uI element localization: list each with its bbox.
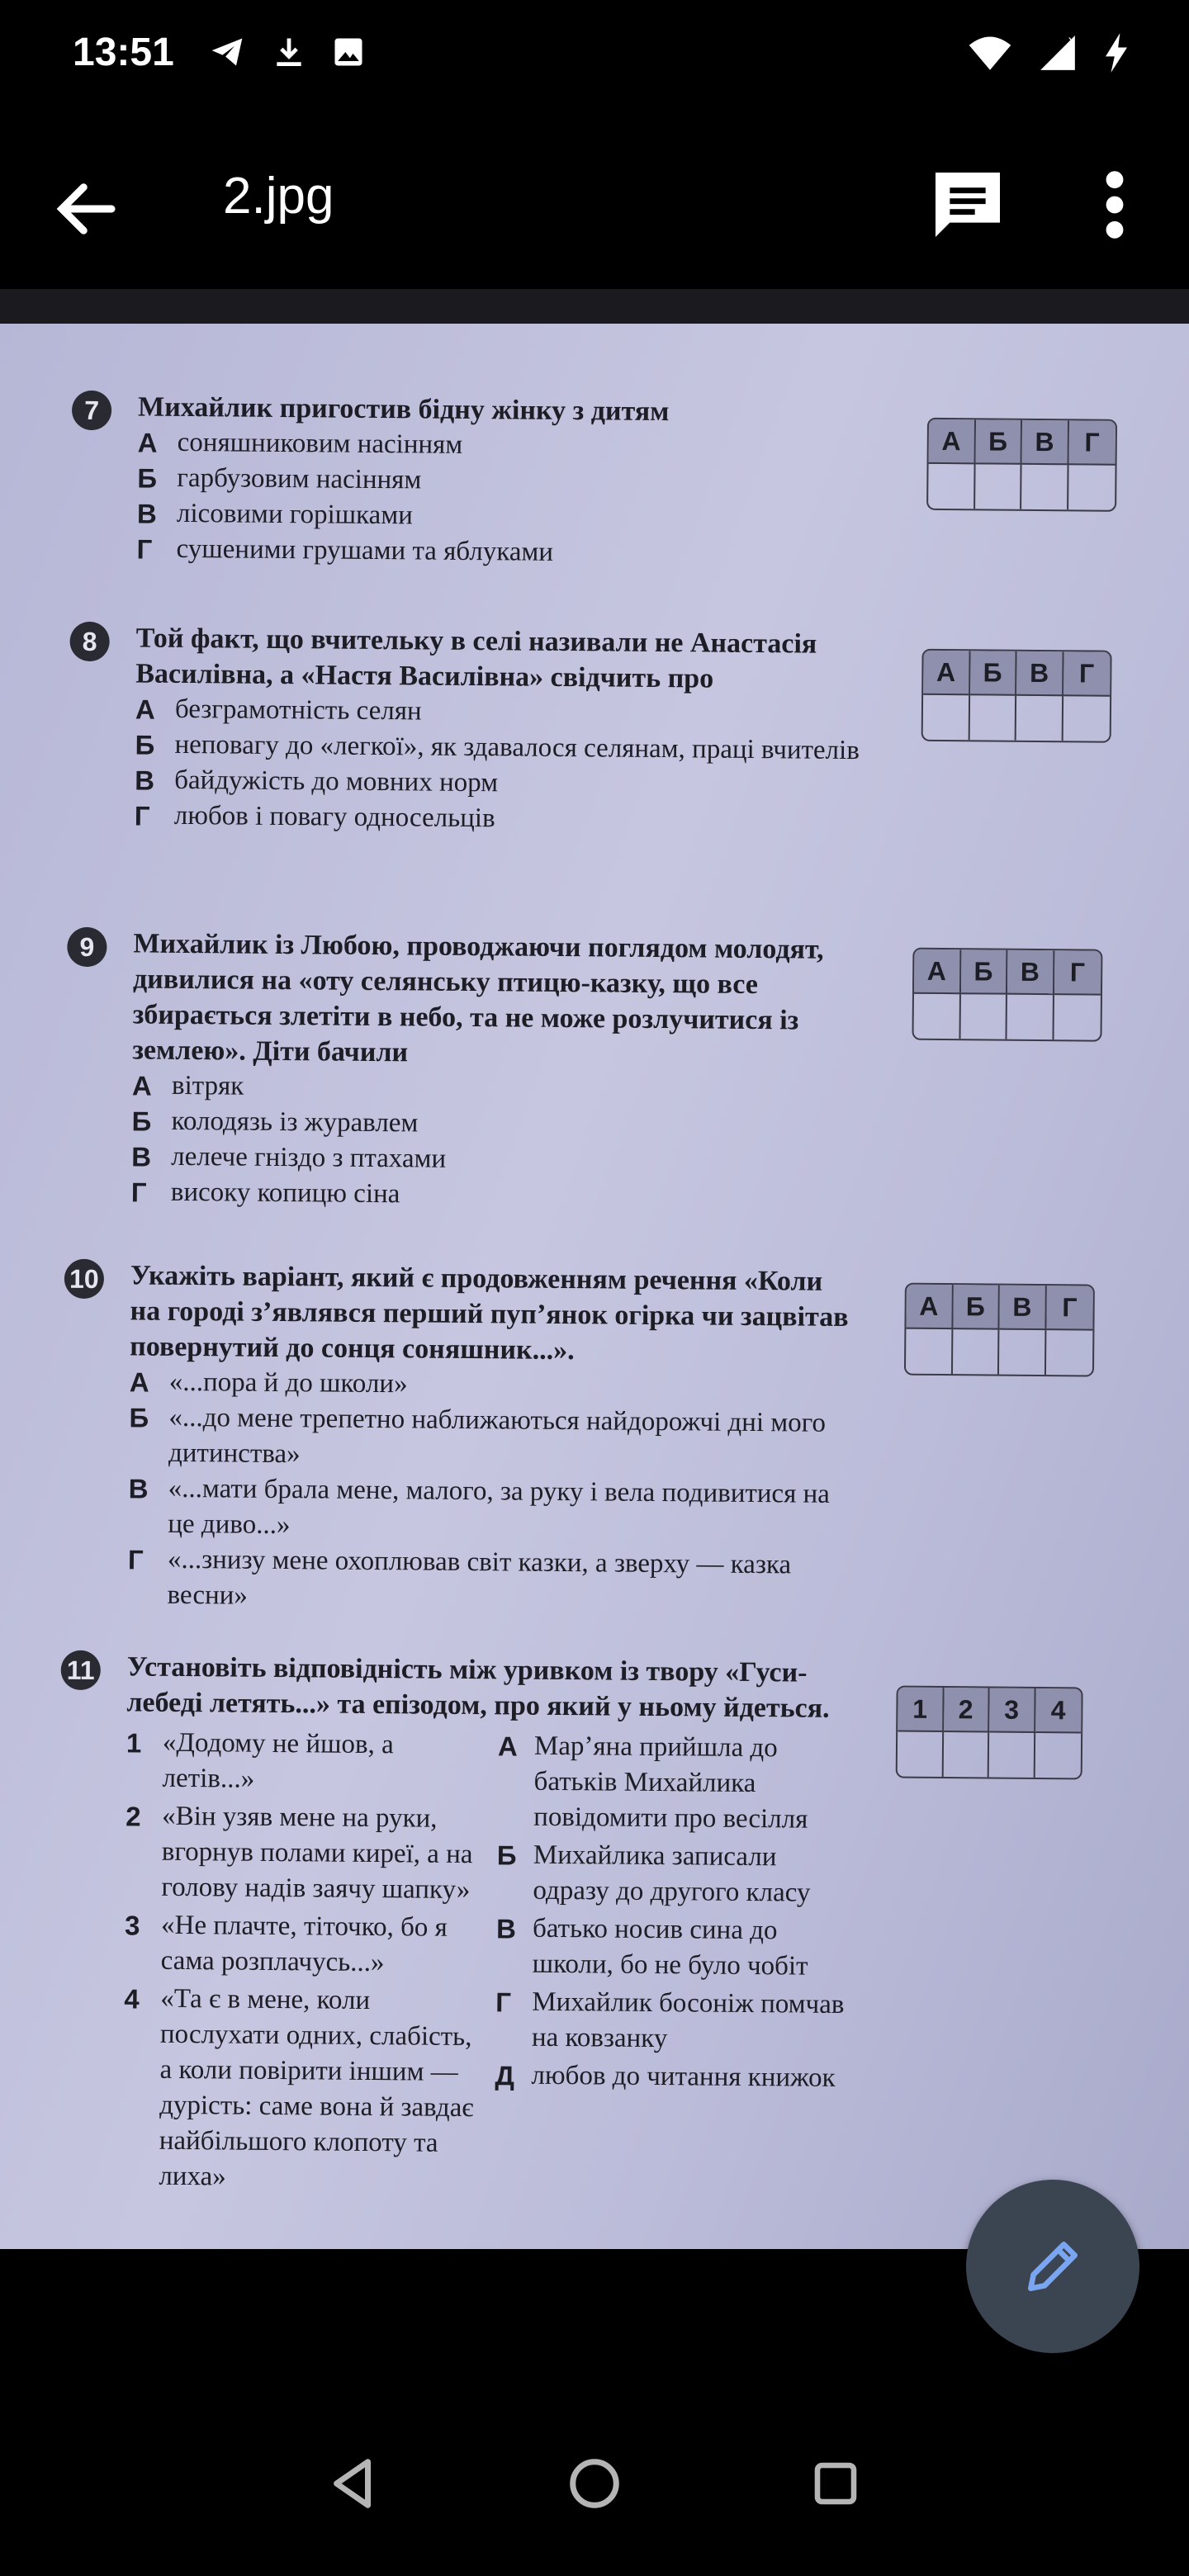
option bbox=[135, 727, 861, 769]
option bbox=[129, 1399, 856, 1477]
option bbox=[138, 424, 865, 466]
option-letter: А bbox=[135, 694, 155, 725]
grid-cell bbox=[960, 994, 1007, 1039]
option bbox=[127, 1541, 855, 1619]
option-text: байдужість до мовних норм bbox=[174, 765, 499, 798]
question-9 bbox=[65, 926, 860, 1216]
option-text: гарбузовим насінням bbox=[177, 462, 422, 495]
item-letter: Б bbox=[496, 1840, 517, 1871]
excerpt-item bbox=[126, 1725, 481, 1799]
item-text: батько носив сина до школи, бо не було чобіт bbox=[532, 1913, 808, 1982]
option-letter: Б bbox=[129, 1402, 149, 1433]
grid-cell bbox=[975, 464, 1022, 509]
edit-button[interactable] bbox=[966, 2180, 1139, 2353]
option-text: колодязь із журавлем bbox=[171, 1106, 419, 1139]
question-7 bbox=[70, 389, 865, 573]
grid-header: Г bbox=[1068, 420, 1116, 465]
option-text: «...мати брала мене, малого, за руку і вела подивитися на це диво...» bbox=[168, 1473, 831, 1541]
option-letter: Б bbox=[135, 729, 155, 760]
question-number: 11 bbox=[61, 1650, 101, 1690]
svg-text:x: x bbox=[1068, 33, 1076, 48]
option-letter: А bbox=[131, 1070, 152, 1101]
more-vert-icon bbox=[1082, 162, 1148, 248]
option-text: «...знизу мене охоплював світ казки, а зверху — казка весни» bbox=[167, 1544, 792, 1611]
question-text: Той факт, що вчительку в селі називали не Анастасія Василівна, а «Настя Василівна» свідчить про bbox=[135, 623, 817, 694]
item-letter: А bbox=[497, 1731, 518, 1762]
item-text: Михайлика записали одразу до другого класу bbox=[533, 1840, 811, 1908]
answer-grid-9 bbox=[912, 948, 1102, 1042]
question-text: Михайлик із Любою, проводжаючи поглядом молодят, дивилися на «оту селянську птицю-казку, що все збирається злетіти в небо, та не може розлучитися із землею». Діти бачили bbox=[132, 928, 824, 1068]
grid-cell bbox=[898, 1732, 944, 1777]
item-number: 1 bbox=[126, 1727, 142, 1759]
excerpt-item bbox=[125, 1907, 481, 1982]
notification-icons bbox=[206, 33, 367, 71]
grid-header: Г bbox=[1063, 651, 1111, 696]
nav-home-button[interactable] bbox=[553, 2442, 636, 2525]
grid-cell bbox=[1021, 465, 1068, 509]
question-text: Установіть відповідність між уривком із твору «Гуси-лебеді летять...» та епізодом, про який у ньому йдеться. bbox=[126, 1651, 830, 1724]
option bbox=[131, 1174, 858, 1216]
question-number: 10 bbox=[64, 1259, 104, 1299]
question-text: Михайлик пригостив бідну жінку з дитям bbox=[137, 391, 670, 428]
question-11 bbox=[56, 1649, 854, 2203]
question-number: 9 bbox=[67, 927, 107, 967]
grid-cell bbox=[1016, 696, 1063, 741]
item-text: Михайлик босоніж помчав на ковзанку bbox=[531, 1986, 845, 2054]
app-bar bbox=[0, 107, 1189, 289]
excerpt-item bbox=[125, 1798, 481, 1908]
grid-cell bbox=[943, 1732, 989, 1777]
option bbox=[131, 1139, 858, 1181]
navigation-bar bbox=[0, 2394, 1189, 2576]
more-options-button[interactable] bbox=[1082, 162, 1148, 248]
question-10 bbox=[61, 1257, 857, 1619]
option-text: вітряк bbox=[171, 1070, 244, 1101]
question-8 bbox=[69, 620, 863, 840]
episode-item bbox=[495, 2057, 850, 2096]
option bbox=[130, 1364, 856, 1406]
grid-cell bbox=[906, 1329, 953, 1374]
status-bar bbox=[0, 0, 1189, 107]
answer-grid-11 bbox=[896, 1686, 1083, 1780]
excerpt-item bbox=[122, 1981, 479, 2197]
grid-cell bbox=[1045, 1330, 1092, 1375]
option bbox=[137, 495, 864, 537]
option-letter: Г bbox=[134, 800, 150, 831]
item-letter: В bbox=[495, 1913, 517, 1944]
option-letter: Г bbox=[130, 1177, 147, 1208]
grid-header: Г bbox=[1046, 1286, 1093, 1330]
photo-viewer[interactable] bbox=[0, 324, 1189, 2249]
photo-edge bbox=[0, 289, 1189, 324]
grid-cell bbox=[1063, 696, 1110, 741]
option-text: «...до мене трепетно наближаються найдорожчі дні мого дитинства» bbox=[168, 1402, 827, 1470]
question-number: 8 bbox=[69, 622, 109, 661]
answer-grid-7 bbox=[926, 418, 1117, 512]
recents-square-icon bbox=[808, 2456, 863, 2511]
item-text: любов до читання книжок bbox=[531, 2060, 836, 2093]
grid-header: 4 bbox=[1035, 1688, 1082, 1733]
option bbox=[136, 531, 863, 573]
option-text: високу копицю сіна bbox=[170, 1177, 400, 1210]
item-text: Мар’яна прийшла до батьків Михайлика повідомити про весілля bbox=[533, 1731, 808, 1835]
comment-button[interactable] bbox=[925, 162, 1011, 248]
grid-cell bbox=[952, 1329, 999, 1374]
item-text: «Він узяв мене на руки, вгорнув полами киреї, а на голову надів заячу шапку» bbox=[161, 1801, 473, 1906]
item-text: «Не плачте, тіточко, бо я сама розплачусь...» bbox=[160, 1910, 448, 1978]
comment-icon bbox=[925, 162, 1011, 248]
option bbox=[135, 798, 861, 840]
episode-item bbox=[495, 1911, 851, 1985]
status-time: 13:51 bbox=[73, 31, 174, 74]
grid-cell bbox=[1007, 995, 1054, 1039]
option-text: любов і повагу односельців bbox=[173, 800, 495, 834]
episode-item bbox=[495, 1984, 851, 2058]
grid-cell bbox=[1054, 995, 1101, 1039]
grid-header: В bbox=[1022, 420, 1069, 465]
option-text: сушеними грушами та яблуками bbox=[176, 533, 554, 567]
nav-back-button[interactable] bbox=[312, 2442, 395, 2525]
wifi-icon bbox=[966, 34, 1014, 72]
grid-header: 2 bbox=[944, 1688, 990, 1732]
option bbox=[135, 762, 861, 804]
option bbox=[132, 1068, 859, 1110]
back-triangle-icon bbox=[324, 2455, 382, 2512]
grid-header: А bbox=[929, 419, 976, 464]
option-letter: Г bbox=[127, 1544, 144, 1575]
item-letter: Д bbox=[495, 2060, 515, 2091]
signal-icon bbox=[1035, 32, 1080, 73]
grid-cell bbox=[923, 695, 970, 740]
grid-cell bbox=[989, 1733, 1035, 1778]
grid-header: Г bbox=[1054, 950, 1101, 995]
question-number: 7 bbox=[72, 391, 111, 430]
arrow-left-icon bbox=[50, 172, 124, 246]
answer-grid-10 bbox=[904, 1283, 1095, 1377]
grid-cell bbox=[969, 695, 1016, 740]
item-number: 3 bbox=[124, 1910, 140, 1941]
option bbox=[128, 1470, 855, 1548]
option bbox=[135, 691, 862, 733]
system-icons bbox=[966, 31, 1131, 74]
option-letter: Б bbox=[137, 462, 158, 494]
item-text: «Додому не йшов, а летів...» bbox=[162, 1727, 394, 1794]
download-icon bbox=[271, 33, 307, 71]
episodes-column bbox=[494, 1728, 853, 2203]
item-number: 4 bbox=[124, 1983, 140, 2015]
grid-header: Б bbox=[970, 651, 1017, 695]
grid-header: 3 bbox=[989, 1688, 1035, 1733]
episode-item bbox=[496, 1837, 852, 1911]
option-letter: Г bbox=[136, 533, 153, 565]
grid-header: В bbox=[999, 1286, 1046, 1330]
episode-item bbox=[497, 1728, 853, 1838]
grid-header: В bbox=[1007, 950, 1054, 995]
option-letter: А bbox=[137, 427, 158, 458]
grid-header: А bbox=[914, 949, 961, 994]
image-icon bbox=[330, 34, 367, 70]
grid-cell bbox=[913, 994, 960, 1039]
answer-grid-8 bbox=[921, 649, 1112, 743]
nav-recents-button[interactable] bbox=[794, 2442, 877, 2525]
item-number: 2 bbox=[126, 1801, 141, 1832]
home-circle-icon bbox=[566, 2455, 623, 2512]
test-page bbox=[0, 324, 1189, 2249]
grid-cell bbox=[999, 1330, 1046, 1375]
option-letter: В bbox=[128, 1473, 149, 1504]
file-title: 2.jpg bbox=[223, 168, 334, 225]
battery-charging-icon bbox=[1101, 31, 1131, 74]
option-text: безграмотність селян bbox=[174, 694, 422, 727]
option-text: соняшниковим насінням bbox=[177, 427, 463, 460]
grid-cell bbox=[1035, 1733, 1081, 1778]
grid-header: А bbox=[906, 1285, 953, 1329]
option bbox=[131, 1103, 858, 1145]
question-text: Укажіть варіант, який є продовженням речення «Коли на городі з’являвся перший пуп’янок огірка чи зацвітав повернутий до сонця соняшник...». bbox=[130, 1260, 849, 1366]
option-letter: В bbox=[135, 765, 155, 796]
grid-cell bbox=[928, 464, 975, 509]
grid-header: Б bbox=[975, 419, 1022, 464]
grid-cell bbox=[1068, 465, 1116, 509]
telegram-icon bbox=[206, 34, 248, 70]
item-text: «Та є в мене, коли послухати одних, слабість, а коли повірити іншим — дурість: саме вона й завдає найбільшого клопоту та лиха» bbox=[159, 1983, 474, 2192]
grid-header: Б bbox=[953, 1285, 1000, 1329]
grid-header: 1 bbox=[898, 1688, 944, 1732]
option-letter: В bbox=[136, 498, 158, 529]
option bbox=[137, 460, 864, 502]
excerpts-column bbox=[122, 1725, 481, 2200]
grid-header: Б bbox=[960, 949, 1007, 994]
item-letter: Г bbox=[495, 1986, 512, 2018]
edit-pencil-icon bbox=[1020, 2233, 1086, 2299]
grid-header: А bbox=[923, 651, 970, 695]
option-letter: В bbox=[131, 1141, 152, 1172]
option-text: «...пора й до школи» bbox=[168, 1366, 408, 1399]
option-text: неповагу до «легкої», як здавалося селянам, праці вчителів bbox=[174, 729, 860, 766]
option-letter: А bbox=[129, 1366, 149, 1398]
option-text: лісовими горішками bbox=[176, 498, 413, 531]
matching-columns bbox=[122, 1725, 853, 2203]
option-text: лелече гніздо з птахами bbox=[171, 1141, 447, 1174]
option-letter: Б bbox=[131, 1106, 152, 1137]
back-button[interactable] bbox=[50, 172, 124, 246]
grid-header: В bbox=[1016, 651, 1063, 696]
